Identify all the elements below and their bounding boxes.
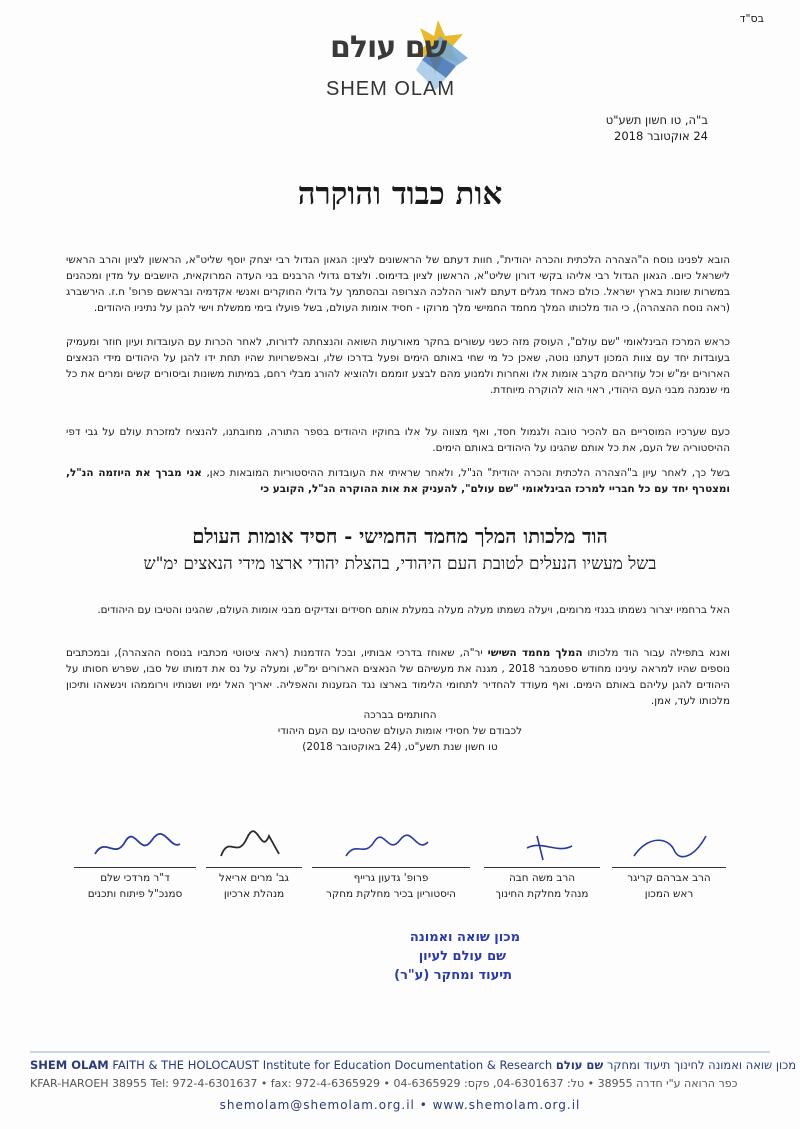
footer-contact-he: 04-6365929 :כפר הרואה ע"י חדרה 38955 • טל: 04-6301637, פקס [393,1077,738,1090]
paragraph-blessing [66,465,730,497]
footer-desc-en: FAITH & THE HOLOCAUST Institute for Education Documentation & Research [112,1058,553,1072]
handwritten-signature-icon [209,830,299,862]
signer-role: סמנכ"ל פיתוח ותכנים [87,888,183,900]
footer-divider [30,1051,770,1053]
logo-hebrew-text: שם עולם [330,30,447,65]
stamp-line-3: תיעוד ומחקר (ע"ר) [394,968,512,983]
closing-line-1: החותמים בברכה [363,709,437,721]
paragraph-prayer: האל ברחמיו יצרור נשמתו בגנזי מרומים, ויעלה נשמתו מעלה מעלה במעלת אותם חסידים וצדיקים מבני אומות העולם, שהגינו והטיבו עם היהודים. [97,604,730,616]
paragraph-institute: כראש המרכז הבינלאומי "שם עולם", העוסק מזה כשני עשורים בחקר מאורעות השואה והנצחתה לדורות, לאחר הכרות עם העובדות ועיון חוזר ומעמיק בעובדות יחד עם צוות המכון דעתנו נוטה, שאכן כל מי שחי באותם הימים ופעל בדרכו שלו, ובאפשרויות שהיו תחת ידו להגן על היהודים מידי הנאצים הארורים ימ"ש וכל עוזריהם מקרב אומות אלו ואחרות ולמנוע מהם לבצע זוממם ולהוציא להורג מבלי רחם, במיתות משונות וביסורים קשים ומרים את כל מי שנמנה מבני העם היהודי, ראוי הוא להוקרה מיוחדת. [66,336,730,396]
paragraph-king-intro: ואנא בתפילה עבור הוד מלכותו [587,647,730,659]
signature-gideon-greif [312,830,470,902]
logo-english-text: SHEM OLAM [326,78,456,100]
date-hebrew: ב"ה, טו חשון תשע"ט [605,113,708,127]
honoree-subheading: בשל מעשיו הנעלים לטובת העם היהודי, בהצלת יהודי ארצו מידי הנאצים ימ"ש [143,554,657,574]
footer-contact-line [30,1077,737,1090]
footer-web-line[interactable]: shemolam@shemolam.org.il • www.shemolam.org.il [219,1098,581,1112]
paragraph-king-body: יר"ה, שאוחז בדרכי אבותיו, ובכל הזדמנות (ראה ציטוטי מכתביו בנוסח ההצהרה), ובמכתבים נוספים שהיו למראה עינינו מחודש ספטמבר 2018 , מגנה את מעשיהם של הנאצים הארורים ימ"ש, ומעלה על נס את דמותו של סבו, שפרש חסותו על היהודים להגן עליהם באותם הימים. ואף מעודד להחדיר לתחומי הלימוד בארצו נגד הגזענות והאפליה. יאריך האל ימיו ושנותיו וירוממהו וינשאהו ותיכון מלכותו לעד, אמן. [66,647,730,707]
handwritten-signature-icon [487,830,597,862]
signer-name: הרב משה חבה [508,872,576,884]
institute-stamp [330,928,520,985]
signer-name: גב' מרים אריאל [219,872,289,884]
handwritten-signature-icon [316,830,466,862]
footer-contact-en: KFAR-HAROEH 38955 Tel: 972-4-6301637 • fax: 972-4-6365929 • [30,1077,391,1090]
stamp-line-1: מכון שואה ואמונה [409,930,520,945]
paragraph-king-name: המלך מחמד השישי [487,647,583,659]
paragraph-blessing-plain: בשל כך, לאחר עיון ב"הצהרה הלכתית והכרה יהודית" הנ"ל, ולאחר שראיתי את העובדות ההיסטוריות המובאות כאן, [206,467,730,479]
page-title: אות כבוד והוקרה [297,176,503,212]
signer-role: מנהלת ארכיון [223,888,285,900]
signer-role: היסטוריון בכיר מחלקת מחקר [326,888,456,900]
signer-name: הרב אברהם קריגר [627,872,711,884]
closing-line-3: טו חשון שנת תשע"ט, (24 באוקטובר 2018) [302,741,498,753]
signature-mordechai-shalem [74,830,196,902]
signature-miriam-ariel [206,830,302,902]
paragraph-blessing-bold: אני מברך את היוזמה הנ"ל, ומצטרף יחד עם כל חבריי למרכז הבינלאומי "שם עולם", להעניק את אות ההוקרה הנ"ל, הקובע כי [66,467,730,495]
handwritten-signature-icon [80,830,190,862]
bsd-mark: בס"ד [739,12,764,25]
date-gregorian: 24 אוקטובר 2018 [614,129,708,143]
stamp-line-2: שם עולם לעיון [418,949,506,964]
paragraph-current-king [66,645,730,709]
signature-avraham-krieger [612,830,726,902]
honoree-heading: הוד מלכותו המלך מחמד החמישי - חסיד אומות העולם [192,525,608,548]
footer-institute-line [30,1058,796,1072]
paragraph-declaration: הובא לפנינו נוסח ה"הצהרה הלכתית והכרה יהודית", חוות דעתם של הראשונים לציון: הגאון הגדול רבי יצחק יוסף שליט"א, הראשון לציון והרב הראשי לישראל כיום. הגאון הגדול רבי אליהו בקשי דורון שליט"א, הראשון לציון בדימוס. ולצדם גדולי הרבנים בני העדה המרוקאית, היושבים על מדין ומכהנים במשרות שונות בארץ ישראל. כולם כאחד מגלים דעתם לאור ההלכה הצרופה ובהסתמך על גדולי החוקרים ואנשי אקדמיה ובראשם פרופ' ח.ז. הירשברג (ראה נוסח ההצהרה), כי הוד מלכותו המלך מחמד החמישי מלך מרוקו - חסיד אומות העולם, בשל פועלו בימי ממשלת וישי להגן על נתיניו היהודים. [66,254,730,314]
footer-name-en: SHEM OLAM [30,1058,109,1072]
signature-moshe-haba [484,830,600,902]
handwritten-signature-icon [614,830,724,862]
signer-name: ד"ר מרדכי שלם [100,872,170,884]
paragraph-gratitude: כעם שערכיו המוסריים הם להכיר טובה ולגמול חסד, ואף מצווה על אלו בחוקיו היהודים בספר התורה, מחובתנו, להנציח למזכרת עולם על גבי דפי ההיסטוריה של העם, את כל אותם שהגינו על היהודים באותם הימים. [66,426,730,454]
footer-name-he: שם עולם [555,1058,604,1072]
footer-desc-he: מכון שואה ואמונה לחינוך תיעוד ומחקר [606,1058,797,1072]
signer-role: ראש המכון [644,888,694,900]
signer-role: מנהל מחלקת החינוך [495,888,589,900]
closing-block [0,707,800,755]
closing-line-2: לכבודם של חסידי אומות העולם שהטיבו עם העם היהודי [277,725,523,737]
letter-date [488,112,708,144]
signer-name: פרופ' גדעון גרייף [353,872,429,884]
